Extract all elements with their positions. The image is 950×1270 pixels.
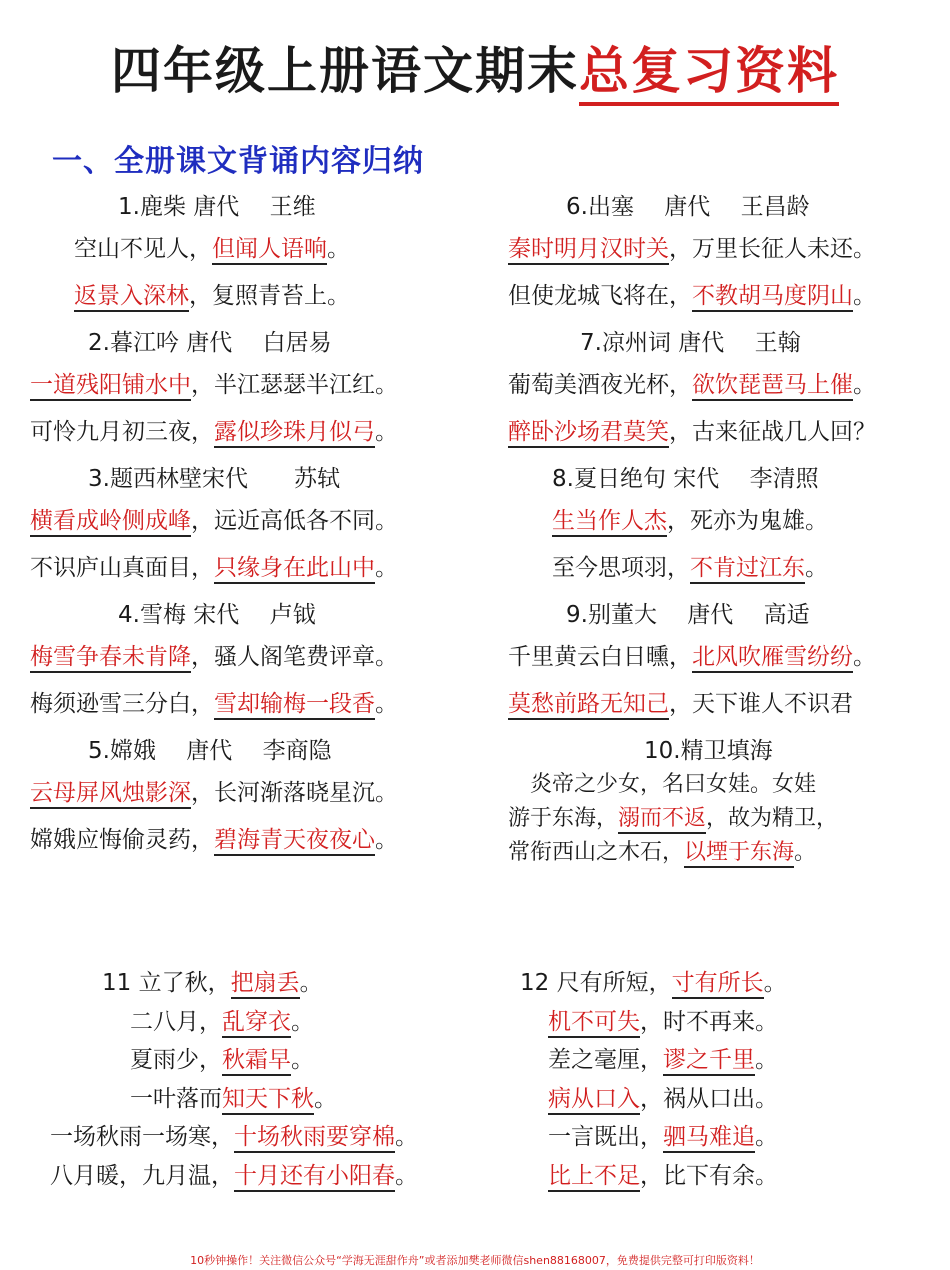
text-segment: 游于东海， [508, 806, 619, 831]
text-segment: ，骚人阁笔费评章。 [191, 644, 398, 670]
jingwei-line-2 [508, 802, 938, 836]
section-heading: 一、全册课文背诵内容归纳 [52, 144, 424, 179]
page-title [0, 36, 950, 106]
poem-title: 9.别董大 唐代 高适 [566, 602, 810, 628]
proverb-line [30, 1084, 470, 1114]
highlighted-phrase: 不教胡马度阴山 [692, 283, 853, 312]
poem-line [508, 415, 938, 449]
highlighted-phrase: 横看成岭侧成峰 [30, 508, 191, 537]
highlighted-phrase: 云母屏风烛影深 [30, 780, 191, 809]
text-segment: 梅须逊雪三分白， [30, 691, 214, 717]
highlighted-phrase: 驷马难追 [663, 1124, 755, 1153]
poems-left-column [30, 190, 460, 870]
poem-title: 5.嫦娥 唐代 李商隐 [88, 738, 332, 764]
poem-line [508, 687, 938, 721]
highlighted-phrase: 谬之千里 [663, 1047, 755, 1076]
text-segment: 。 [395, 1162, 418, 1189]
text-segment: 。 [375, 691, 398, 717]
text-segment: 。 [395, 1124, 418, 1150]
highlighted-phrase: 碧海青天夜夜心 [214, 827, 375, 856]
poem-6 [508, 190, 938, 313]
text-segment: 。 [755, 1047, 778, 1073]
proverb-line [508, 1161, 928, 1191]
poem-3 [30, 462, 460, 585]
proverbs-left [30, 968, 470, 1199]
poem-title: 1.鹿柴 唐代 王维 [118, 194, 316, 220]
poem-title: 4.雪梅 宋代 卢钺 [118, 602, 316, 628]
poem-title: 2.暮江吟 唐代 白居易 [88, 330, 332, 356]
highlighted-phrase: 以堙于东海 [684, 840, 794, 868]
poem-line [30, 232, 460, 266]
proverbs-right [508, 968, 928, 1199]
proverb-line [30, 968, 470, 998]
poem-line [30, 279, 460, 313]
footer-notice: 10秒钟操作！关注微信公众号“学海无涯甜作舟”或者添加樊老师微信shen88168007，免费提供完整可打印版资料！ [190, 1254, 760, 1267]
highlighted-phrase: 生当作人杰 [552, 508, 667, 537]
text-segment: 。 [314, 1085, 337, 1112]
poem-line [30, 551, 460, 585]
text-segment: ，天下谁人不识君 [669, 691, 853, 717]
text-segment: 。 [327, 236, 350, 262]
text-segment: ，古来征战几人回？ [669, 419, 876, 445]
highlighted-phrase: 把扇丢 [231, 970, 300, 999]
poem-line [30, 415, 460, 449]
text-segment: ，复照青苔上。 [189, 283, 350, 309]
highlighted-phrase: 露似珍珠月似弓 [214, 419, 375, 448]
highlighted-phrase: 不肯过江东 [690, 555, 805, 584]
text-segment: ，死亦为鬼雄。 [667, 508, 828, 534]
proverb-line [508, 1045, 928, 1075]
text-segment: 常衔西山之木石， [508, 840, 685, 865]
text-segment: 。 [291, 1047, 314, 1073]
highlighted-phrase: 寸有所长 [672, 970, 764, 999]
text-segment: ，半江瑟瑟半江红。 [191, 372, 398, 398]
text-segment: 一叶落而 [130, 1085, 222, 1112]
poem-line [508, 640, 938, 674]
poem-2 [30, 326, 460, 449]
poem-line [508, 368, 938, 402]
text-segment: 夏雨少， [130, 1047, 222, 1073]
poem-line [30, 776, 460, 810]
text-segment: 。 [853, 283, 876, 309]
text-segment: 。 [299, 970, 323, 996]
proverb-line [508, 1084, 928, 1114]
proverb-line [30, 1045, 470, 1075]
highlighted-phrase: 欲饮琵琶马上催 [692, 372, 853, 401]
highlighted-phrase: 但闻人语响 [212, 236, 327, 265]
text-segment: ，远近高低各不同。 [191, 508, 398, 534]
highlighted-phrase: 十场秋雨要穿棉 [234, 1124, 395, 1153]
proverb-line [30, 1007, 470, 1037]
text-segment: 至今思项羽， [552, 555, 690, 581]
poem-4 [30, 598, 460, 721]
poem-title: 10.精卫填海 [644, 738, 773, 764]
text-segment: 12 尺有所短， [520, 970, 672, 996]
poem-title: 6.出塞 唐代 王昌龄 [566, 194, 810, 220]
proverb-line [30, 1122, 470, 1152]
poem-line [508, 279, 938, 313]
text-segment: 。 [755, 1124, 778, 1150]
text-segment: 。 [375, 827, 398, 853]
text-segment: 千里黄云白日曛， [508, 644, 692, 670]
highlighted-phrase: 醉卧沙场君莫笑 [508, 419, 669, 448]
text-segment: 空山不见人， [74, 236, 212, 262]
poem-line [30, 504, 460, 538]
text-segment: 二八月， [130, 1008, 222, 1035]
text-segment: ，祸从口出。 [640, 1085, 778, 1112]
text-segment: 。 [805, 555, 828, 581]
jingwei-line-1: 炎帝之少女，名曰女娃。女娃 [508, 772, 817, 797]
highlighted-phrase: 乱穿衣 [222, 1009, 291, 1038]
poem-1 [30, 190, 460, 313]
text-segment: 葡萄美酒夜光杯， [508, 372, 692, 398]
highlighted-phrase: 只缘身在此山中 [214, 555, 375, 584]
poem-9 [508, 598, 938, 721]
text-segment: 11 立了秋， [102, 970, 231, 996]
text-segment: 。 [853, 372, 876, 398]
text-segment: ，故为精卫， [706, 806, 839, 831]
poem-title: 3.题西林壁宋代 苏轼 [88, 466, 340, 492]
text-segment: 。 [375, 419, 398, 445]
poem-line [30, 368, 460, 402]
text-segment: 八月暖，九月温， [50, 1162, 234, 1189]
poem-title: 7.凉州词 唐代 王翰 [580, 330, 801, 356]
text-segment: 差之毫厘， [548, 1047, 663, 1073]
highlighted-phrase: 雪却输梅一段香 [214, 691, 375, 720]
highlighted-phrase: 比上不足 [548, 1163, 640, 1192]
highlighted-phrase: 梅雪争春未肯降 [30, 644, 191, 673]
poem-line [508, 232, 938, 266]
proverb-line [508, 1007, 928, 1037]
text-segment: 不识庐山真面目， [30, 555, 214, 581]
text-segment: 一场秋雨一场寒， [50, 1124, 234, 1150]
title-red: 总复习资料 [579, 42, 839, 106]
poem-line [30, 687, 460, 721]
proverb-line [508, 968, 928, 998]
text-segment: 。 [853, 644, 876, 670]
highlighted-phrase: 秋霜早 [222, 1047, 291, 1076]
poem-7 [508, 326, 938, 449]
text-segment: ，时不再来。 [640, 1008, 778, 1035]
text-segment: ，万里长征人未还。 [669, 236, 876, 262]
highlighted-phrase: 机不可失 [548, 1009, 640, 1038]
text-segment: 但使龙城飞将在， [508, 283, 692, 309]
poem-10-jingwei [508, 734, 938, 870]
highlighted-phrase: 知天下秋 [222, 1086, 314, 1115]
poem-title: 8.夏日绝句 宋代 李清照 [552, 466, 819, 492]
highlighted-phrase: 返景入深林 [74, 283, 189, 312]
text-segment: 嫦娥应悔偷灵药， [30, 827, 214, 853]
poem-line [508, 551, 938, 585]
highlighted-phrase: 十月还有小阳春 [234, 1163, 395, 1192]
text-segment: 可怜九月初三夜， [30, 419, 214, 445]
highlighted-phrase: 溺而不返 [618, 806, 706, 834]
highlighted-phrase: 病从口入 [548, 1086, 640, 1115]
highlighted-phrase: 莫愁前路无知己 [508, 691, 669, 720]
text-segment: 一言既出， [548, 1124, 663, 1150]
text-segment: 。 [763, 970, 787, 996]
highlighted-phrase: 一道残阳铺水中 [30, 372, 191, 401]
poem-line [30, 823, 460, 857]
poems-right-column [508, 190, 938, 878]
title-black: 四年级上册语文期末 [111, 42, 579, 100]
text-segment: 。 [794, 840, 817, 865]
poem-5 [30, 734, 460, 857]
text-segment: ，比下有余。 [640, 1162, 778, 1189]
text-segment: 。 [375, 555, 398, 581]
proverb-line [508, 1122, 928, 1152]
proverb-line [30, 1161, 470, 1191]
text-segment: ，长河渐落晓星沉。 [191, 780, 398, 806]
highlighted-phrase: 秦时明月汉时关 [508, 236, 669, 265]
poem-line [508, 504, 938, 538]
highlighted-phrase: 北风吹雁雪纷纷 [692, 644, 853, 673]
jingwei-line-3 [508, 836, 938, 870]
text-segment: 。 [291, 1008, 314, 1035]
poem-line [30, 640, 460, 674]
poem-8 [508, 462, 938, 585]
